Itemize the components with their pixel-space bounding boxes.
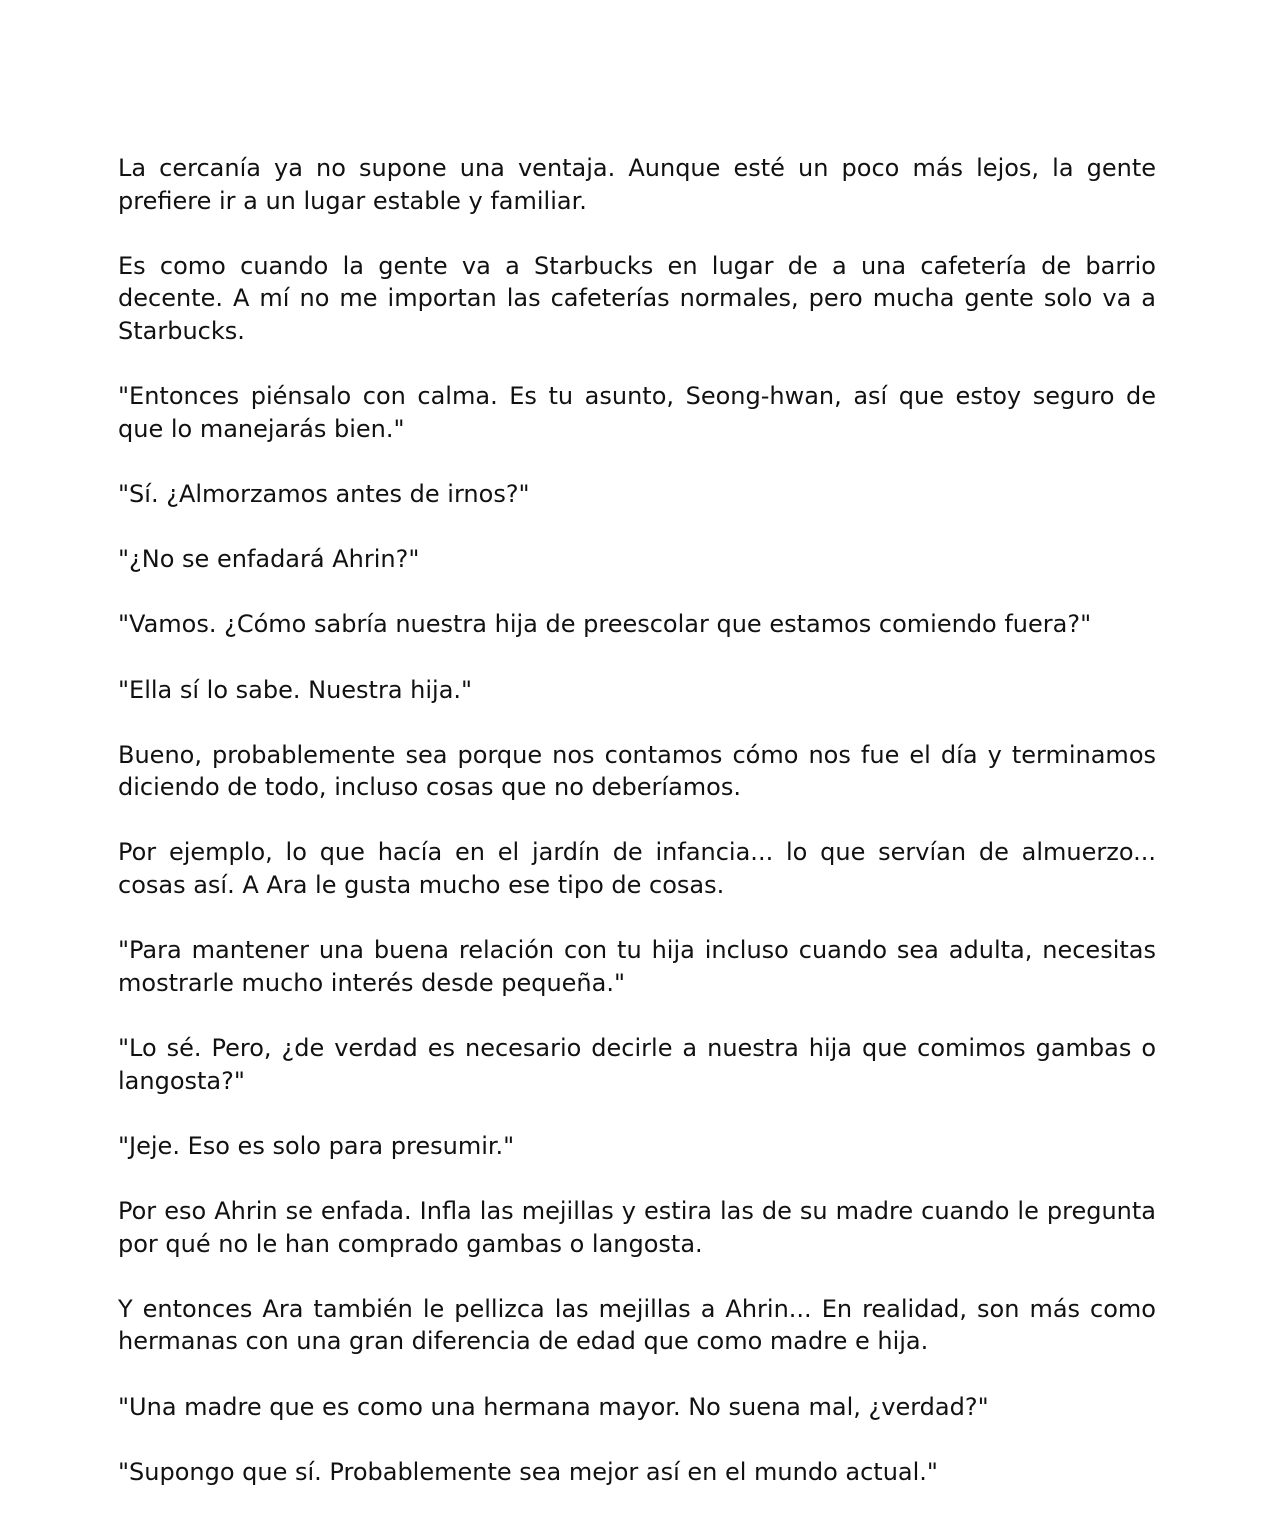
paragraph-5: "¿No se enfadará Ahrin?" (118, 545, 420, 574)
paragraph-12: "Jeje. Eso es solo para presumir." (118, 1131, 515, 1160)
paragraph-8: Bueno, probablemente sea porque nos contamos cómo nos fue el día y terminamos diciendo de todo, incluso cosas que no deberíamos. (118, 740, 1156, 802)
paragraph-3: "Entonces piénsalo con calma. Es tu asunto, Seong-hwan, así que estoy seguro de que lo manejarás bien." (118, 382, 1156, 443)
paragraph-14: Y entonces Ara también le pellizca las mejillas a Ahrin... En realidad, son más como hermanas con una gran diferencia de edad que como madre e hija. (118, 1294, 1156, 1356)
paragraph-7: "Ella sí lo sabe. Nuestra hija." (118, 675, 473, 704)
document-page (118, 152, 1156, 1488)
paragraph-11: "Lo sé. Pero, ¿de verdad es necesario decirle a nuestra hija que comimos gambas o langosta?" (118, 1034, 1156, 1095)
paragraph-10: "Para mantener una buena relación con tu hija incluso cuando sea adulta, necesitas mostrarle mucho interés desde pequeña." (118, 936, 1156, 997)
paragraph-16: "Supongo que sí. Probablemente sea mejor así en el mundo actual." (118, 1457, 938, 1486)
paragraph-4: "Sí. ¿Almorzamos antes de irnos?" (118, 479, 530, 508)
paragraph-9: Por ejemplo, lo que hacía en el jardín de infancia... lo que servían de almuerzo... cosas así. A Ara le gusta mucho ese tipo de cosas. (118, 838, 1156, 900)
paragraph-15: "Una madre que es como una hermana mayor. No suena mal, ¿verdad?" (118, 1392, 989, 1421)
paragraph-2: Es como cuando la gente va a Starbucks en lugar de a una cafetería de barrio decente. A mí no me importan las cafeterías normales, pero mucha gente solo va a Starbucks. (118, 251, 1156, 345)
paragraph-6: "Vamos. ¿Cómo sabría nuestra hija de preescolar que estamos comiendo fuera?" (118, 610, 1092, 639)
paragraph-1: La cercanía ya no supone una ventaja. Aunque esté un poco más lejos, la gente prefiere ir a un lugar estable y familiar. (118, 154, 1156, 215)
paragraph-13: Por eso Ahrin se enfada. Infla las mejillas y estira las de su madre cuando le pregunta por qué no le han comprado gambas o langosta. (118, 1197, 1156, 1258)
